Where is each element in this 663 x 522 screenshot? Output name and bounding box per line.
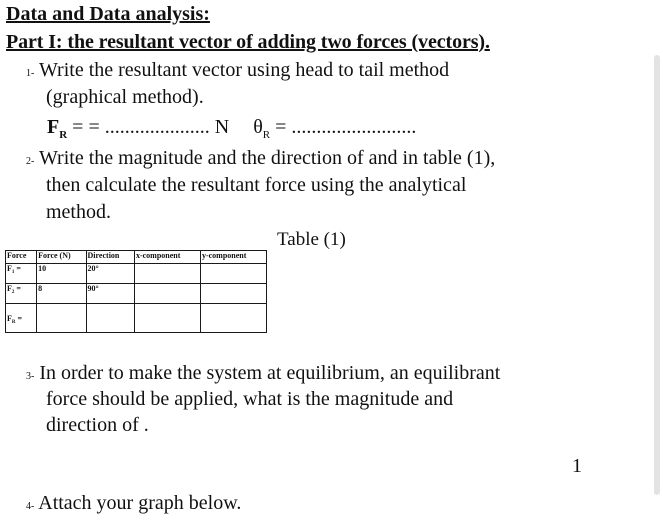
direction-cell: 90° [86, 284, 134, 304]
forces-table [5, 250, 267, 333]
table-row [6, 304, 267, 333]
table-row [6, 284, 267, 304]
item-marker: 4- [26, 501, 35, 512]
column-header: Direction [86, 251, 134, 264]
scrollbar[interactable] [654, 55, 660, 495]
page-number: 1 [572, 455, 582, 477]
angle-blank: = ......................... [275, 116, 417, 138]
column-header: y-component [200, 251, 266, 264]
list-item-1 [26, 57, 449, 87]
force-symbol: F [47, 116, 60, 138]
table-row [6, 264, 267, 284]
direction-cell [86, 304, 134, 333]
x-component-cell [134, 264, 200, 284]
item-marker: 3- [26, 371, 35, 382]
force-unit: N [214, 116, 230, 138]
list-item-2 [26, 145, 495, 175]
heading: Data and Data analysis: [6, 3, 210, 25]
column-header: Force (N) [37, 251, 86, 264]
item-continuation: (graphical method). [46, 86, 204, 108]
force-blank: = = ..................... [72, 116, 210, 138]
column-header: Force [6, 251, 37, 264]
y-component-cell [200, 264, 266, 284]
force-cell: $F_1$ = [6, 264, 37, 284]
item-continuation: method. [46, 201, 111, 223]
angle-subscript: R [262, 129, 271, 141]
x-component-cell [134, 304, 200, 333]
table-caption: Table (1) [277, 229, 346, 250]
table-header-row [6, 251, 267, 264]
angle-symbol: θ [253, 116, 263, 138]
force-cell: $F_R$ = [6, 304, 37, 333]
item-continuation: force should be applied, what is the magnitude and [46, 388, 454, 410]
item-marker: 1- [26, 68, 35, 79]
direction-cell: 20° [86, 264, 134, 284]
force-subscript: R [59, 129, 68, 141]
item-text: Attach your graph below. [38, 492, 242, 514]
item-text: Write the resultant vector using head to tail method [38, 59, 450, 81]
force-cell: $F_2$ = [6, 284, 37, 304]
item-continuation: direction of . [46, 414, 149, 436]
x-component-cell [134, 284, 200, 304]
item-text: In order to make the system at equilibrium, an equilibrant [39, 362, 501, 384]
resultant-formula [47, 116, 416, 139]
y-component-cell [200, 304, 266, 333]
item-marker: 2- [26, 156, 35, 167]
list-item-4 [26, 490, 241, 520]
list-item-3 [26, 360, 500, 390]
magnitude-cell: 8 [37, 284, 86, 304]
item-continuation: then calculate the resultant force using the analytical [46, 174, 467, 196]
part-title: Part I: the resultant vector of adding two forces (vectors). [6, 31, 490, 53]
item-text: Write the magnitude and the direction of and in table (1), [38, 147, 496, 169]
y-component-cell [200, 284, 266, 304]
column-header: x-component [134, 251, 200, 264]
magnitude-cell: 10 [37, 264, 86, 284]
magnitude-cell [37, 304, 86, 333]
